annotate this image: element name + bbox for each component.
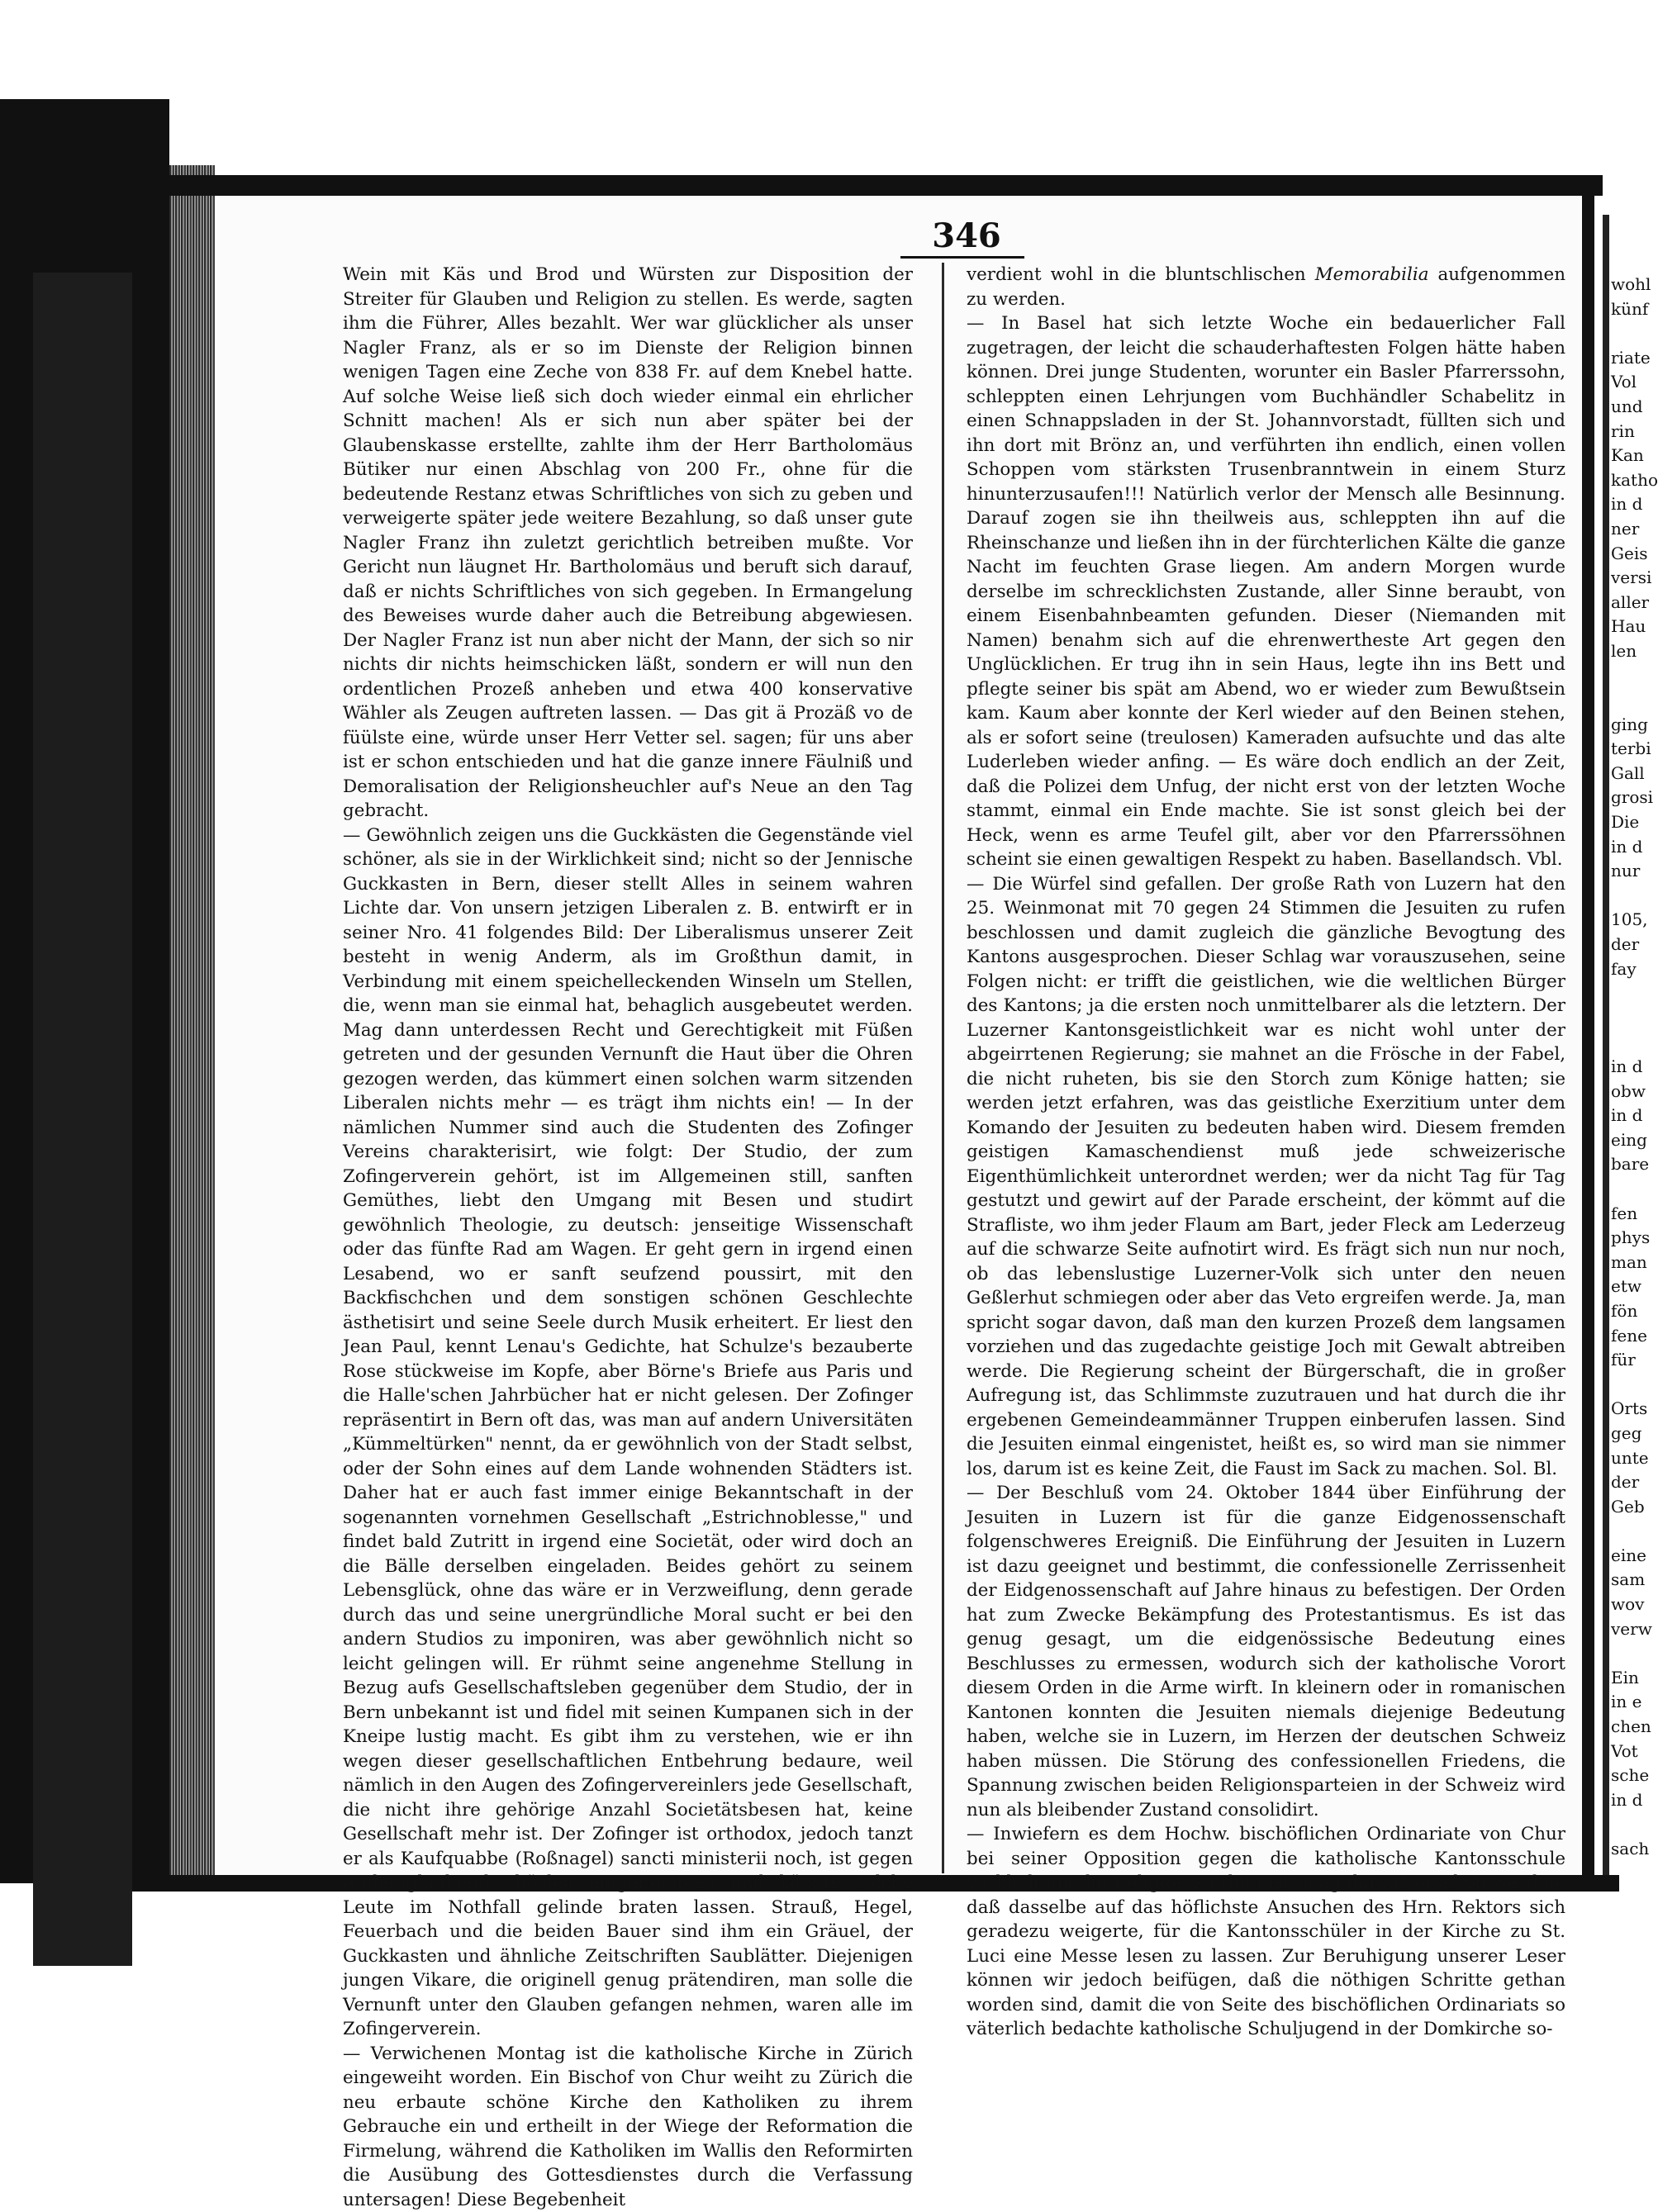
next-page-line: ner [1611,517,1652,542]
next-page-fragment [1611,273,1652,1825]
page-number: 346 [892,216,1041,255]
next-page-line: sche [1611,1763,1652,1788]
paragraph: — Gewöhnlich zeigen uns die Guckkästen die Gegenstände viel schöner, als sie in der Wirklichkeit sind; nicht so der Jennische Guckkasten in Bern, dieser stellt Alles in seinem wahren Lichte dar. Von unsern jetzigen Liberalen z. B. entwirft er in seiner Nro. 41 folgendes Bild: Der Liberalismus unserer Zeit besteht in wenig Anderm, als im Großthun damit, in Verbindung mit einem speichelleckenden Winseln um Stellen, die, wenn man sie einmal hat, behaglich ausgebeutet werden. Mag dann unterdessen Recht und Gerechtigkeit mit Füßen getreten und der gesunden Vernunft die Haut über die Ohren gezogen werden, das kümmert einen solchen warm sitzenden Liberalen nichts mehr — es trägt ihm nichts ein! — In der nämlichen Nummer sind auch die Studenten des Zofinger Vereins charakterisirt, wie folgt: Der Studio, der zum Zofingerverein gehört, ist im Allgemeinen still, sanften Gemüthes, liebt den Umgang mit Besen und studirt gewöhnlich Theologie, zu deutsch: jenseitige Wissenschaft oder das fünfte Rad am Wagen. Er geht gern in irgend einen Lesabend, wo er sanft seufzend poussirt, mit den Backfischchen und dem sonstigen schönen Geschlechte ästhetisirt und seine Seele durch Musik erheitert. Er liest den Jean Paul, kennt Lenau's Gedichte, hat Schulze's bezauberte Rose stückweise im Kopfe, aber Börne's Briefe aus Paris und die Halle'schen Jahrbücher hat er nicht gelesen. Der Zofinger repräsentirt in Bern oft das, was man auf andern Universitäten „Kümmeltürken" nennt, da er gewöhnlich von der Stadt selbst, oder der Sohn eines auf dem Lande wohnenden Städters ist. Daher hat er auch fast immer einige Bekanntschaft in der sogenannten vornehmen Gesellschaft „Estrichnoblesse," und findet bald Zutritt in irgend eine Societät, oder wird doch an die Bälle derselben eingeladen. Beides gehört zu seinem Lebensglück, ohne das wäre er in Verzweiflung, denn gerade durch das und seine unergründliche Moral sucht er bei den andern Studios zu imponiren, was aber gewöhnlich nicht so leicht gelingen will. Er rühmt seine angenehme Stellung in Bezug aufs Gesellschaftsleben gegenüber dem Studio, der in Bern unbekannt ist und fidel mit seinen Kumpanen sich in der Kneipe lustig macht. Es gibt ihm zu verstehen, wie er ihn wegen dieser gesellschaftlichen Entbehrung bedaure, weil nämlich in den Augen des Zofingervereinlers jede Gesellschaft, die nicht ihre gehörige Anzahl Societätsbesen hat, keine Gesellschaft mehr ist. Der Zofinger ist orthodox, jedoch tanzt er als Kaufquabbe (Roßnagel) sancti ministerii noch, ist gegen Andersglaubende höchst eingenommen und könnte solche Leute im Nothfall gelinde braten lassen. Strauß, Hegel, Feuerbach und die beiden Bauer sind ihm ein Gräuel, der Guckkasten und ähnliche Zeitschriften Saublätter. Diejenigen jungen Vikare, die originell genug prätendiren, man solle die Vernunft unter den Glauben gefangen nehmen, waren alle im Zofingerverein. [343,824,913,2042]
continued-text-end: aufgenommen zu werden. [967,264,1565,310]
paragraph: — Inwiefern es dem Hochw. bischöflichen Ordinariate von Chur bei seiner Opposition gegen die katholische Kantonsschule wirklich um die Religion zu thun ist, mag daraus ersehen werden, daß dasselbe auf das höflichste Ansuchen des Hrn. Rektors sich geradezu weigerte, für die Kantonsschüler in der Kirche zu St. Luci eine Messe lesen zu lassen. Zur Beruhigung unserer Leser können wir jedoch beifügen, daß die nöthigen Schritte gethan worden sind, damit die von Seite des bischöflichen Ordinariats so väterlich bedachte katholische Schuljugend in der Domkirche so- [967,1822,1565,2042]
next-page-line: len [1611,639,1652,664]
next-page-line: wohl [1611,273,1652,297]
left-column [343,263,913,1865]
next-page-line: eine [1611,1544,1652,1569]
next-page-line [1611,1641,1652,1666]
next-page-line: für [1611,1348,1652,1373]
next-page-line: in d [1611,1788,1652,1813]
scan-left-margin [0,99,169,1883]
paragraph: — Der Beschluß vom 24. Oktober 1844 über Einführung der Jesuiten in Luzern ist für die ganze Eidgenossenschaft folgenschweres Ereigniß. Die Einführung der Jesuiten in Luzern ist dazu geeignet und bestimmt, die confessionelle Zerrissenheit der Eidgenossenschaft auf Jahre hinaus zu befestigen. Der Orden hat zum Zwecke Bekämpfung des Protestantismus. Es ist das genug gesagt, um die eidgenössische Bedeutung eines Beschlusses zu ermessen, wodurch sich der katholische Vorort diesem Orden in die Arme wirft. In kleinern oder in romanischen Kantonen konnten die Jesuiten niemals diejenige Bedeutung haben, welche sie in Luzern, im Herzen der deutschen Schweiz haben müssen. Die Störung des confessionellen Friedens, die Spannung zwischen beiden Religionsparteien in der Schweiz wird nun als bleibender Zustand consolidirt. [967,1481,1565,1822]
next-page-line: Geb [1611,1495,1652,1520]
next-page-line: ging [1611,713,1652,738]
next-page-line: Geis [1611,542,1652,567]
next-page-line: terbi [1611,737,1652,762]
next-page-line [1611,981,1652,1006]
page-number-rule [900,256,1024,259]
column-divider [942,263,944,1873]
next-page-line [1611,1177,1652,1202]
emphasized-title: Memorabilia [1315,264,1429,285]
next-page-line: riate [1611,346,1652,371]
next-page-line [1611,664,1652,689]
book-gutter [1582,178,1594,1887]
next-page-line: eing [1611,1128,1652,1153]
next-page-line: 105, [1611,908,1652,933]
next-page-line: obw [1611,1080,1652,1104]
next-page-line: sach [1611,1837,1652,1862]
next-page-line: man [1611,1251,1652,1275]
next-page-line: rin [1611,420,1652,444]
next-page-line: Vol [1611,370,1652,395]
next-page-line: der [1611,933,1652,957]
next-page-line: Vot [1611,1740,1652,1764]
next-page-line: Orts [1611,1397,1652,1422]
next-page-line: Die [1611,810,1652,835]
next-page-line: verw [1611,1617,1652,1642]
next-page-line: Gall [1611,762,1652,786]
next-page-line [1611,1519,1652,1544]
next-page-line: fen [1611,1202,1652,1227]
next-page-line: unte [1611,1446,1652,1471]
next-page-line: Kan [1611,444,1652,468]
next-page-line: und [1611,395,1652,420]
next-page-line: bare [1611,1152,1652,1177]
paragraph: Wein mit Käs und Brod und Würsten zur Disposition der Streiter für Glauben und Religion zu stellen. Es werde, sagten ihm die Führer, Alles bezahlt. Wer war glücklicher als unser Nagler Franz, als er so im Dienste der Religion binnen wenigen Tagen eine Zeche von 838 Fr. auf dem Knebel hatte. Auf solche Weise ließ sich doch wieder einmal ein ehrlicher Schnitt machen! Als er sich nun aber später bei der Glaubenskasse erstellte, zahlte ihm der Herr Bartholomäus Bütiker nur einen Abschlag von 200 Fr., ohne für die bedeutende Restanz etwas Schriftliches von sich zu geben und verweigerte später jede weitere Bezahlung, so daß unser gute Nagler Franz ihn zuletzt gerichtlich betreiben mußte. Vor Gericht nun läugnet Hr. Bartholomäus und beruft sich darauf, daß er nichts Schriftliches von sich gegeben. In Ermangelung des Beweises wurde daher auch die Betreibung abgewiesen. Der Nagler Franz ist nun aber nicht der Mann, der sich so nir nichts dir nichts heimschicken läßt, sondern er will nun den ordentlichen Prozeß anheben und etwa 400 konservative Wähler als Zeugen auftreten lassen. — Das git ä Prozäß vo de füülste eine, würde unser Herr Vetter sel. sagen; für uns aber ist er schon entschieden und hat die ganze innere Fäulniß und Demoralisation der Religionsheuchler auf's Neue an den Tag gebracht. [343,263,913,824]
next-page-line: in d [1611,1104,1652,1128]
next-page-line: aller [1611,591,1652,615]
right-column [967,263,1565,1865]
next-page-line: in d [1611,1055,1652,1080]
next-page-line [1611,1006,1652,1031]
next-page-line [1611,1812,1652,1837]
next-page-line: in d [1611,835,1652,860]
book-page-edges [169,165,215,1883]
next-page-line: Ein [1611,1666,1652,1691]
next-page-line: fön [1611,1299,1652,1324]
next-page-line: fay [1611,957,1652,982]
next-page-line [1611,1373,1652,1398]
book-gutter-shadow [1603,215,1609,1883]
paragraph [967,263,1565,311]
scan-left-shadow [33,273,132,1966]
next-page-line [1611,884,1652,909]
next-page-line: geg [1611,1422,1652,1446]
next-page-line: in d [1611,492,1652,517]
scan-top-margin [0,0,1652,178]
next-page-line: etw [1611,1275,1652,1299]
next-page-line: katho [1611,468,1652,493]
scan-top-border [132,175,1603,196]
next-page-line [1611,321,1652,346]
next-page-line: versi [1611,566,1652,591]
next-page-line: fene [1611,1324,1652,1349]
next-page-line: chen [1611,1715,1652,1740]
next-page-line: künf [1611,297,1652,322]
next-page-line: in e [1611,1690,1652,1715]
next-page-line: phys [1611,1226,1652,1251]
next-page-line [1611,1030,1652,1055]
next-page-line: grosi [1611,786,1652,810]
next-page-line: sam [1611,1568,1652,1593]
continued-text: verdient wohl in die bluntschlischen [967,264,1306,285]
next-page-line: Hau [1611,615,1652,639]
next-page-line: nur [1611,859,1652,884]
paragraph: — Verwichenen Montag ist die katholische Kirche in Zürich eingeweiht worden. Ein Bischof von Chur weiht zu Zürich die neu erbaute schöne Kirche den Katholiken zu ihrem Gebrauche ein und ertheilt in der Wiege der Reformation die Firmelung, während die Katholiken im Wallis den Reformirten die Ausübung des Gottesdienstes durch die Verfassung untersagen! Diese Begebenheit [343,2042,913,2212]
next-page-line [1611,688,1652,713]
next-page-line: der [1611,1470,1652,1495]
paragraph: — Die Würfel sind gefallen. Der große Rath von Luzern hat den 25. Weinmonat mit 70 gegen 24 Stimmen die Jesuiten zu rufen beschlossen und damit zugleich die gänzliche Bevogtung des Kantons ausgesprochen. Dieser Schlag war vorauszusehen, seine Folgen nicht: er trifft die geistlichen, wie die weltlichen Bürger des Kantons; ja die ersten noch unmittelbarer als die letztern. Der Luzerner Kantonsgeistlichkeit war es nicht wohl unter der abgeirrtenen Regierung; sie mahnet an die Frösche in der Fabel, die nicht ruheten, bis sie den Storch zum Könige hatten; sie werden jetzt erfahren, was das geistliche Exerzitium unter dem Komando der Jesuiten zu bedeuten haben wird. Diesem fremden geistigen Kamaschendienst muß jede schweizerische Eigenthümlichkeit unterordnet werden; wer da nicht Tag für Tag gestutzt und gewirt auf der Parade erscheint, der kömmt auf die Strafliste, wo ihm jeder Flaum am Bart, jeder Fleck am Lederzeug auf die schwarze Seite aufnotirt wird. Es frägt sich nun nur noch, ob das lebenslustige Luzerner-Volk sich unter den neuen Geßlerhut schmiegen oder aber das Veto ergreifen werde. Ja, man spricht sogar davon, daß man den kurzen Prozeß dem langsamen vorziehen und das zugedachte geistige Joch mit Gewalt abtreiben werde. Die Regierung scheint der Bürgerschaft, die in großer Aufregung ist, das Schlimmste zuzutrauen und hat durch die ihr ergebenen Gemeindeammänner Truppen einberufen lassen. Sind die Jesuiten einmal eingenistet, heißt es, so wird man sie nimmer los, darum ist es keine Zeit, die Faust im Sack zu machen. Sol. Bl. [967,872,1565,1482]
paragraph: — In Basel hat sich letzte Woche ein bedauerlicher Fall zugetragen, der leicht die schauderhaftesten Folgen hätte haben können. Drei junge Studenten, worunter ein Basler Pfarrerssohn, schleppten einen Lehrjungen vom Buchhändler Schabelitz in einen Schnappsladen in der St. Johannvorstadt, füllten sich und ihn dort mit Brönz an, und verführten ihn endlich, einen vollen Schoppen vom stärksten Trusenbranntwein in einem Sturz hinunterzusaufen!!! Natürlich verlor der Mensch alle Besinnung. Darauf zogen sie ihn theilweis aus, schleppten ihn auf die Rheinschanze und ließen ihn in der fürchterlichen Kälte die ganze Nacht im feuchten Grase liegen. Am andern Morgen wurde derselbe im schrecklichsten Zustande, aller Sinne beraubt, von einem Eisenbahnbeamten gefunden. Dieser (Niemanden mit Namen) benahm sich auf die ehrenwertheste Art gegen den Unglücklichen. Er trug ihn in sein Haus, legte ihn ins Bett und pflegte seiner bis spät am Abend, wo er wieder zum Bewußtsein kam. Kaum aber konnte der Kerl wieder auf den Beinen stehen, als er sofort seine (treulosen) Kameraden aufsuchte und das alte Luderleben wieder anfing. — Es wäre doch endlich an der Zeit, daß die Polizei dem Unfug, der nicht erst von der letzten Woche stammt, einmal ein Ende machte. Sie ist sonst gleich bei der Heck, wenn es arme Teufel gilt, aber vor den Pfarrerssöhnen scheint sie einen gewaltigen Respekt zu haben. Basellandsch. Vbl. [967,311,1565,872]
next-page-line: wov [1611,1593,1652,1617]
